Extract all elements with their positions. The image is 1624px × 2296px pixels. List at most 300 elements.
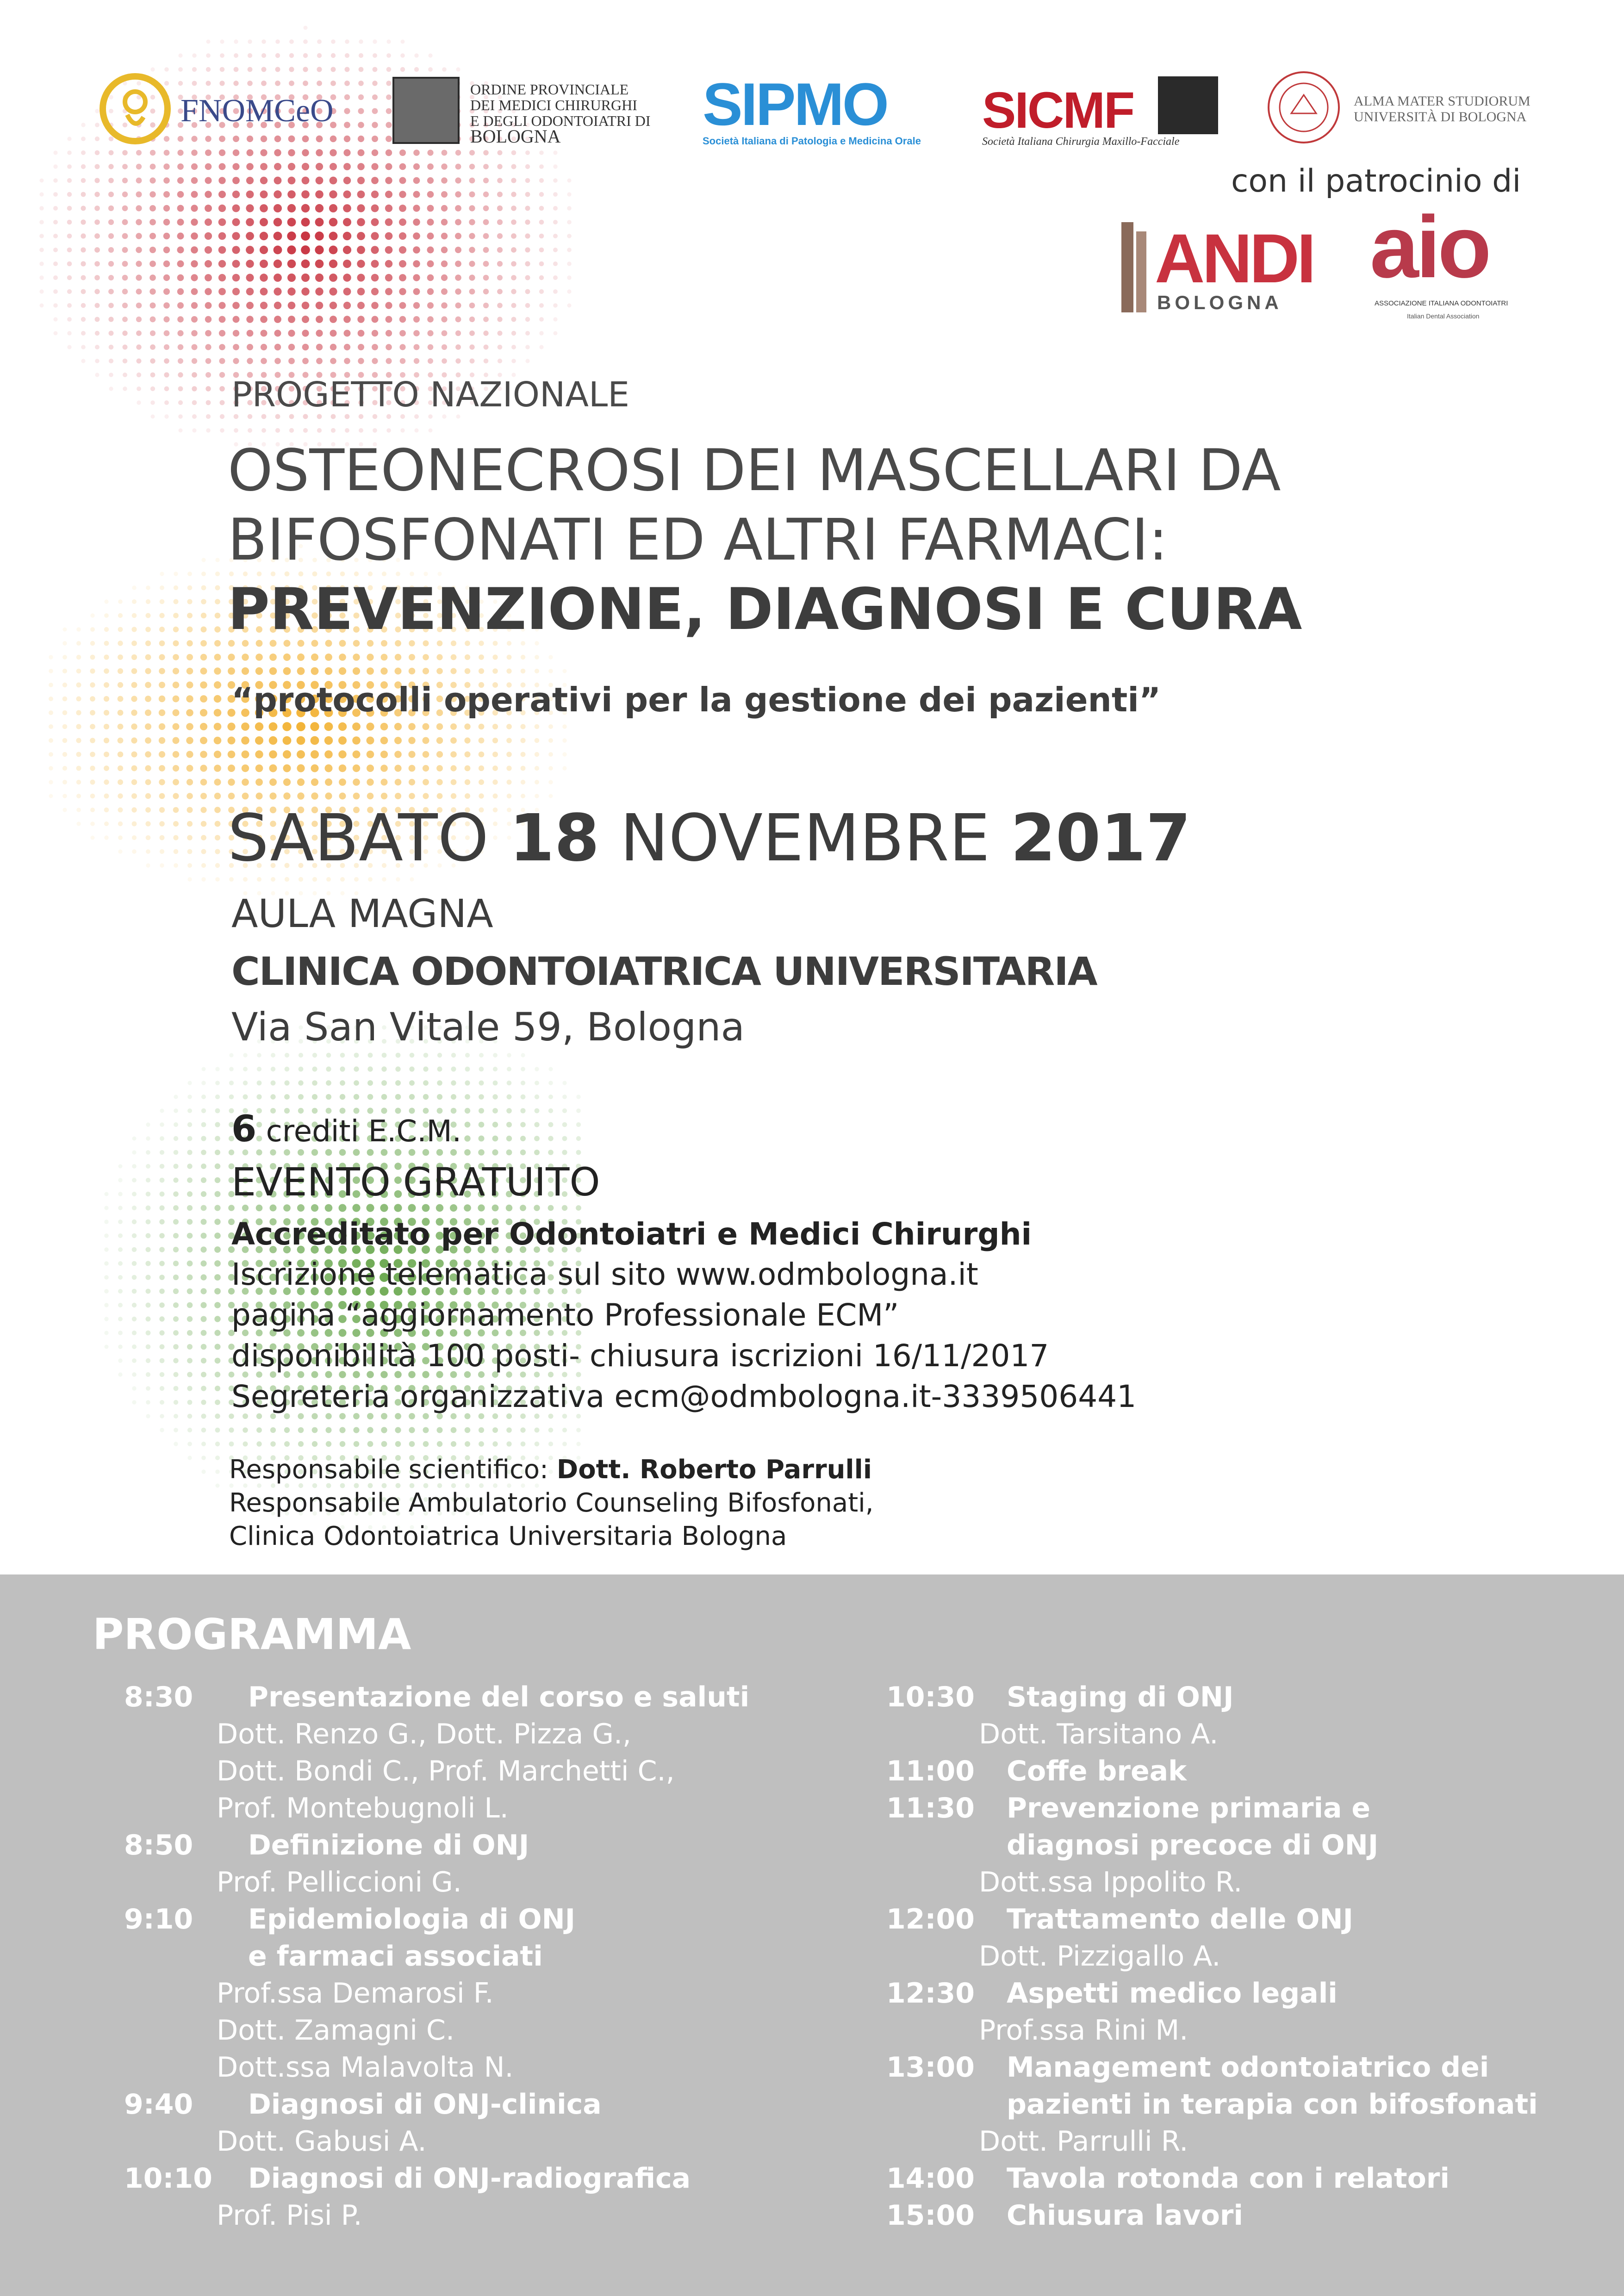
decorative-dot bbox=[358, 149, 365, 156]
decorative-dot bbox=[206, 428, 210, 432]
decorative-dot bbox=[455, 261, 461, 267]
decorative-dot bbox=[289, 414, 294, 419]
decorative-dot bbox=[159, 696, 165, 702]
decorative-dot bbox=[548, 1108, 553, 1113]
program-session-title: diagnosi precoce di ONJ bbox=[1007, 1829, 1379, 1861]
decorative-dot bbox=[215, 1442, 220, 1446]
decorative-dot bbox=[173, 779, 179, 785]
decorative-dot bbox=[187, 1386, 192, 1391]
decorative-dot bbox=[455, 274, 461, 281]
decorative-dot bbox=[451, 1067, 456, 1072]
decorative-dot bbox=[535, 794, 539, 798]
decorative-dot bbox=[535, 1108, 540, 1114]
decorative-dot bbox=[205, 246, 212, 254]
decorative-dot bbox=[192, 400, 197, 405]
decorative-dot bbox=[311, 750, 319, 759]
decorative-dot bbox=[288, 330, 295, 336]
decorative-dot bbox=[382, 877, 386, 882]
decorative-dot bbox=[178, 400, 183, 405]
decorative-dot bbox=[108, 317, 113, 322]
decorative-dot bbox=[386, 53, 391, 58]
decorative-dot bbox=[76, 766, 81, 771]
decorative-dot bbox=[201, 1469, 205, 1474]
decorative-dot bbox=[274, 149, 281, 156]
unibo-seal-icon bbox=[1266, 69, 1342, 146]
decorative-dot bbox=[232, 191, 240, 198]
decorative-dot bbox=[122, 233, 128, 239]
decorative-dot bbox=[136, 205, 142, 211]
decorative-dot bbox=[146, 1372, 150, 1377]
decorative-dot bbox=[201, 1150, 206, 1155]
decorative-dot bbox=[146, 1303, 151, 1308]
decorative-dot bbox=[567, 304, 572, 308]
decorative-dot bbox=[215, 1428, 220, 1433]
program-row bbox=[124, 2014, 818, 2051]
decorative-dot bbox=[62, 794, 67, 798]
decorative-dot bbox=[354, 1094, 359, 1100]
decorative-dot bbox=[163, 163, 169, 169]
decorative-dot bbox=[297, 667, 305, 675]
decorative-dot bbox=[81, 275, 86, 280]
decorative-dot bbox=[104, 682, 109, 688]
decorative-dot bbox=[525, 317, 530, 322]
decorative-dot bbox=[385, 302, 392, 309]
decorative-dot bbox=[386, 149, 392, 156]
decorative-dot bbox=[455, 358, 460, 363]
ordine-line-2: DEI MEDICI CHIRURGHI bbox=[470, 97, 637, 113]
decorative-dot bbox=[359, 53, 363, 58]
decorative-dot bbox=[177, 316, 184, 323]
program-speaker: Prof. Montebugnoli L. bbox=[217, 1792, 509, 1824]
decorative-dot bbox=[340, 1053, 345, 1058]
decorative-dot bbox=[215, 613, 221, 619]
decorative-dot bbox=[442, 344, 447, 350]
decorative-dot bbox=[205, 288, 212, 295]
decorative-dot bbox=[229, 1150, 234, 1155]
decorative-dot bbox=[260, 316, 268, 323]
decorative-dot bbox=[160, 572, 164, 576]
decorative-dot bbox=[525, 331, 530, 336]
decorative-dot bbox=[408, 751, 415, 758]
decorative-dot bbox=[95, 317, 100, 322]
decorative-dot bbox=[246, 204, 254, 212]
decorative-dot bbox=[243, 1053, 247, 1057]
decorative-dot bbox=[146, 1150, 150, 1155]
decorative-dot bbox=[159, 821, 165, 827]
decorative-dot bbox=[261, 330, 268, 337]
decorative-dot bbox=[173, 682, 180, 689]
decorative-dot bbox=[554, 331, 558, 336]
ordine-line-4: BOLOGNA bbox=[470, 126, 561, 147]
decorative-dot bbox=[214, 751, 221, 758]
decorative-dot bbox=[285, 877, 289, 882]
decorative-dot bbox=[381, 654, 388, 661]
decorative-dot bbox=[274, 287, 281, 295]
decorative-dot bbox=[132, 1358, 137, 1363]
program-row bbox=[124, 1940, 818, 1977]
decorative-dot bbox=[118, 1192, 123, 1196]
decorative-dot bbox=[395, 668, 402, 675]
decorative-dot bbox=[455, 288, 461, 294]
decorative-dot bbox=[465, 1122, 471, 1128]
decorative-dot bbox=[187, 1302, 193, 1308]
decorative-dot bbox=[201, 863, 206, 868]
decorative-dot bbox=[549, 794, 553, 798]
decorative-dot bbox=[104, 835, 108, 840]
decorative-dot bbox=[146, 585, 150, 590]
decorative-dot bbox=[201, 1386, 206, 1391]
decorative-dot bbox=[131, 709, 137, 716]
decorative-dot bbox=[54, 331, 58, 336]
decorative-dot bbox=[145, 737, 151, 744]
decorative-dot bbox=[329, 246, 338, 255]
decorative-dot bbox=[174, 1400, 178, 1405]
program-time: 11:00 bbox=[886, 1755, 975, 1787]
decorative-dot bbox=[511, 150, 516, 156]
decorative-dot bbox=[67, 137, 71, 141]
decorative-dot bbox=[145, 807, 151, 813]
decorative-dot bbox=[329, 204, 337, 212]
decorative-dot bbox=[191, 191, 198, 198]
decorative-dot bbox=[464, 737, 470, 743]
decorative-dot bbox=[163, 247, 170, 253]
decorative-dot bbox=[493, 1067, 498, 1071]
decorative-dot bbox=[136, 344, 141, 349]
decorative-dot bbox=[104, 627, 109, 632]
decorative-dot bbox=[455, 330, 461, 336]
decorative-dot bbox=[229, 1095, 234, 1100]
decorative-dot bbox=[149, 177, 156, 183]
decorative-dot bbox=[192, 386, 197, 391]
decorative-dot bbox=[287, 287, 295, 295]
decorative-dot bbox=[386, 81, 391, 86]
decorative-dot bbox=[201, 1414, 206, 1419]
registration-info bbox=[231, 1254, 1136, 1417]
decorative-dot bbox=[122, 261, 128, 267]
decorative-dot bbox=[173, 696, 180, 703]
decorative-dot bbox=[400, 67, 405, 72]
decorative-dot bbox=[315, 274, 324, 282]
decorative-dot bbox=[298, 1441, 304, 1447]
decorative-dot bbox=[187, 682, 193, 689]
decorative-dot bbox=[380, 737, 388, 745]
decorative-dot bbox=[464, 1135, 470, 1141]
decorative-dot bbox=[200, 1246, 206, 1252]
decorative-dot bbox=[427, 288, 434, 295]
decorative-dot bbox=[492, 1136, 498, 1142]
decorative-dot bbox=[380, 751, 388, 758]
decorative-dot bbox=[81, 303, 86, 308]
decorative-dot bbox=[201, 1108, 206, 1113]
decorative-dot bbox=[353, 667, 360, 675]
venue-address: Via San Vitale 59, Bologna bbox=[231, 1004, 745, 1050]
decorative-dot bbox=[53, 317, 57, 321]
decorative-dot bbox=[507, 1081, 512, 1086]
decorative-dot bbox=[187, 1164, 192, 1169]
decorative-dot bbox=[53, 234, 58, 238]
decorative-dot bbox=[562, 752, 566, 756]
decorative-dot bbox=[465, 1067, 470, 1072]
decorative-dot bbox=[146, 613, 151, 618]
decorative-dot bbox=[173, 1205, 179, 1211]
decorative-dot bbox=[441, 302, 448, 309]
decorative-dot bbox=[260, 246, 268, 254]
decorative-dot bbox=[315, 287, 323, 295]
decorative-dot bbox=[567, 206, 571, 210]
decorative-dot bbox=[297, 1204, 305, 1212]
decorative-dot bbox=[506, 1427, 512, 1433]
decorative-dot bbox=[511, 247, 516, 253]
decorative-dot bbox=[450, 1204, 457, 1212]
decorative-dot bbox=[304, 26, 308, 30]
decorative-dot bbox=[413, 163, 420, 170]
decorative-dot bbox=[275, 428, 280, 433]
decorative-dot bbox=[104, 779, 109, 784]
decorative-dot bbox=[298, 1080, 303, 1085]
decorative-dot bbox=[302, 330, 309, 336]
decorative-dot bbox=[201, 1233, 207, 1239]
decorative-dot bbox=[187, 1316, 193, 1322]
decorative-dot bbox=[274, 190, 281, 198]
ordine-emblem-icon bbox=[392, 77, 460, 144]
decorative-dot bbox=[576, 1428, 581, 1432]
decorative-dot bbox=[118, 738, 124, 744]
decorative-dot bbox=[303, 428, 308, 433]
decorative-dot bbox=[219, 358, 225, 364]
decorative-dot bbox=[316, 358, 323, 364]
decorative-dot bbox=[149, 233, 156, 239]
decorative-dot bbox=[200, 765, 207, 772]
decorative-dot bbox=[497, 275, 503, 280]
decorative-dot bbox=[483, 150, 489, 156]
decorative-dot bbox=[232, 288, 240, 295]
decorative-dot bbox=[441, 247, 448, 253]
decorative-dot bbox=[326, 1427, 332, 1433]
decorative-dot bbox=[260, 191, 268, 199]
decorative-dot bbox=[159, 751, 165, 758]
decorative-dot bbox=[159, 1275, 165, 1280]
decorative-dot bbox=[261, 67, 267, 72]
decorative-dot bbox=[539, 150, 544, 155]
decorative-dot bbox=[76, 710, 81, 715]
decorative-dot bbox=[62, 766, 67, 771]
decorative-dot bbox=[76, 794, 81, 798]
decorative-dot bbox=[408, 1204, 416, 1212]
decorative-dot bbox=[150, 67, 155, 71]
decorative-dot bbox=[164, 372, 169, 377]
decorative-dot bbox=[132, 1289, 137, 1294]
decorative-dot bbox=[288, 302, 296, 310]
decorative-dot bbox=[316, 330, 323, 336]
decorative-dot bbox=[53, 248, 58, 252]
program-row bbox=[124, 1866, 818, 1903]
decorative-dot bbox=[525, 345, 530, 349]
decorative-dot bbox=[270, 1094, 275, 1099]
decorative-dot bbox=[441, 233, 448, 239]
decorative-dot bbox=[399, 163, 406, 170]
decorative-dot bbox=[285, 1053, 289, 1058]
decorative-dot bbox=[315, 218, 324, 227]
decorative-dot bbox=[201, 821, 207, 827]
decorative-dot bbox=[122, 192, 128, 197]
decorative-dot bbox=[242, 653, 249, 660]
decorative-dot bbox=[413, 191, 420, 198]
decorative-dot bbox=[95, 373, 99, 377]
decorative-dot bbox=[271, 1053, 275, 1058]
decorative-dot bbox=[49, 752, 53, 757]
decorative-dot bbox=[146, 1358, 150, 1363]
decorative-dot bbox=[525, 359, 529, 363]
decorative-dot bbox=[414, 358, 419, 364]
decorative-dot bbox=[260, 302, 268, 309]
decorative-dot bbox=[399, 149, 406, 156]
decorative-dot bbox=[386, 428, 391, 433]
decorative-dot bbox=[137, 359, 142, 364]
decorative-dot bbox=[94, 275, 100, 280]
decorative-dot bbox=[159, 1219, 164, 1224]
decorative-dot bbox=[146, 1317, 151, 1322]
decorative-dot bbox=[274, 358, 281, 364]
program-time: 12:30 bbox=[886, 1977, 975, 2010]
decorative-dot bbox=[234, 67, 239, 72]
event-date bbox=[228, 801, 1191, 876]
decorative-dot bbox=[94, 205, 100, 211]
decorative-dot bbox=[270, 1149, 276, 1155]
decorative-dot bbox=[118, 752, 124, 758]
decorative-dot bbox=[243, 1442, 248, 1447]
decorative-dot bbox=[200, 668, 207, 675]
sicmf-text: SICMF bbox=[982, 82, 1134, 139]
decorative-dot bbox=[187, 1372, 193, 1377]
decorative-dot bbox=[118, 696, 124, 702]
decorative-dot bbox=[506, 1136, 512, 1141]
decorative-dot bbox=[136, 303, 142, 309]
decorative-dot bbox=[317, 39, 322, 44]
decorative-dot bbox=[132, 1372, 137, 1377]
decorative-dot bbox=[214, 709, 222, 717]
decorative-dot bbox=[427, 233, 434, 240]
decorative-dot bbox=[274, 246, 282, 255]
fnomceo-text: FNOMCeO bbox=[180, 93, 334, 129]
ordine-line-3: E DEGLI ODONTOIATRI DI bbox=[470, 112, 651, 129]
decorative-dot bbox=[104, 1303, 108, 1307]
decorative-dot bbox=[94, 192, 100, 197]
decorative-dot bbox=[298, 1427, 304, 1433]
decorative-dot bbox=[201, 1316, 207, 1322]
decorative-dot bbox=[118, 1317, 123, 1321]
decorative-dot bbox=[163, 261, 170, 267]
decorative-dot bbox=[261, 39, 266, 44]
decorative-dot bbox=[177, 274, 184, 281]
decorative-dot bbox=[315, 190, 324, 199]
decorative-dot bbox=[399, 316, 406, 323]
decorative-dot bbox=[104, 1331, 108, 1335]
decorative-dot bbox=[299, 877, 303, 882]
decorative-dot bbox=[343, 246, 351, 254]
decorative-dot bbox=[498, 150, 503, 156]
decorative-dot bbox=[301, 204, 310, 212]
decorative-dot bbox=[159, 654, 165, 660]
decorative-dot bbox=[535, 724, 540, 729]
decorative-dot bbox=[396, 877, 400, 881]
decorative-dot bbox=[118, 1275, 123, 1280]
decorative-dot bbox=[395, 1080, 401, 1086]
decorative-dot bbox=[437, 1067, 442, 1072]
decorative-dot bbox=[479, 668, 484, 674]
decorative-dot bbox=[123, 359, 128, 364]
decorative-dot bbox=[187, 1442, 192, 1446]
decorative-dot bbox=[450, 751, 457, 758]
decorative-dot bbox=[312, 1441, 317, 1447]
program-row bbox=[886, 1829, 1580, 1866]
decorative-dot bbox=[201, 1428, 206, 1433]
decorative-dot bbox=[562, 1136, 567, 1141]
decorative-dot bbox=[428, 344, 434, 350]
decorative-dot bbox=[247, 149, 254, 156]
andi-logo bbox=[1118, 218, 1317, 315]
decorative-dot bbox=[206, 414, 211, 419]
decorative-dot bbox=[104, 641, 109, 646]
decorative-dot bbox=[214, 1260, 221, 1267]
decorative-dot bbox=[479, 1053, 484, 1058]
decorative-dot bbox=[497, 247, 503, 253]
program-row bbox=[886, 2125, 1580, 2162]
decorative-dot bbox=[562, 766, 566, 770]
decorative-dot bbox=[400, 358, 406, 364]
decorative-dot bbox=[218, 177, 225, 184]
unibo-line-2: UNIVERSITÀ DI BOLOGNA bbox=[1354, 109, 1527, 124]
decorative-dot bbox=[483, 164, 489, 169]
decorative-dot bbox=[340, 1080, 345, 1086]
decorative-dot bbox=[146, 1344, 151, 1350]
decorative-dot bbox=[386, 67, 392, 72]
decorative-dot bbox=[340, 1441, 346, 1447]
decorative-dot bbox=[297, 778, 305, 786]
decorative-dot bbox=[381, 1066, 386, 1071]
decorative-dot bbox=[329, 232, 338, 241]
decorative-dot bbox=[220, 53, 224, 58]
decorative-dot bbox=[288, 177, 296, 185]
decorative-dot bbox=[131, 807, 137, 812]
decorative-dot bbox=[269, 765, 277, 772]
decorative-dot bbox=[201, 599, 206, 604]
program-session-title: Tavola rotonda con i relatori bbox=[1007, 2162, 1450, 2195]
decorative-dot bbox=[260, 232, 268, 240]
decorative-dot bbox=[131, 641, 137, 646]
decorative-dot bbox=[483, 205, 489, 212]
decorative-dot bbox=[118, 1358, 122, 1363]
aio-text: aio bbox=[1370, 198, 1489, 296]
decorative-dot bbox=[479, 654, 484, 660]
decorative-dot bbox=[191, 246, 198, 254]
decorative-dot bbox=[270, 1441, 276, 1447]
decorative-dot bbox=[520, 1136, 526, 1141]
decorative-dot bbox=[200, 640, 207, 647]
decorative-dot bbox=[339, 765, 347, 772]
decorative-dot bbox=[497, 192, 503, 197]
decorative-dot bbox=[343, 260, 351, 268]
decorative-dot bbox=[201, 1442, 206, 1446]
decorative-dot bbox=[104, 1220, 108, 1224]
aio-logo bbox=[1370, 198, 1546, 326]
decorative-dot bbox=[548, 1122, 554, 1127]
decorative-dot bbox=[242, 1205, 249, 1211]
program-row bbox=[124, 1755, 818, 1792]
decorative-dot bbox=[359, 414, 364, 419]
decorative-dot bbox=[150, 358, 155, 363]
decorative-dot bbox=[178, 372, 183, 377]
decorative-dot bbox=[243, 1150, 249, 1156]
